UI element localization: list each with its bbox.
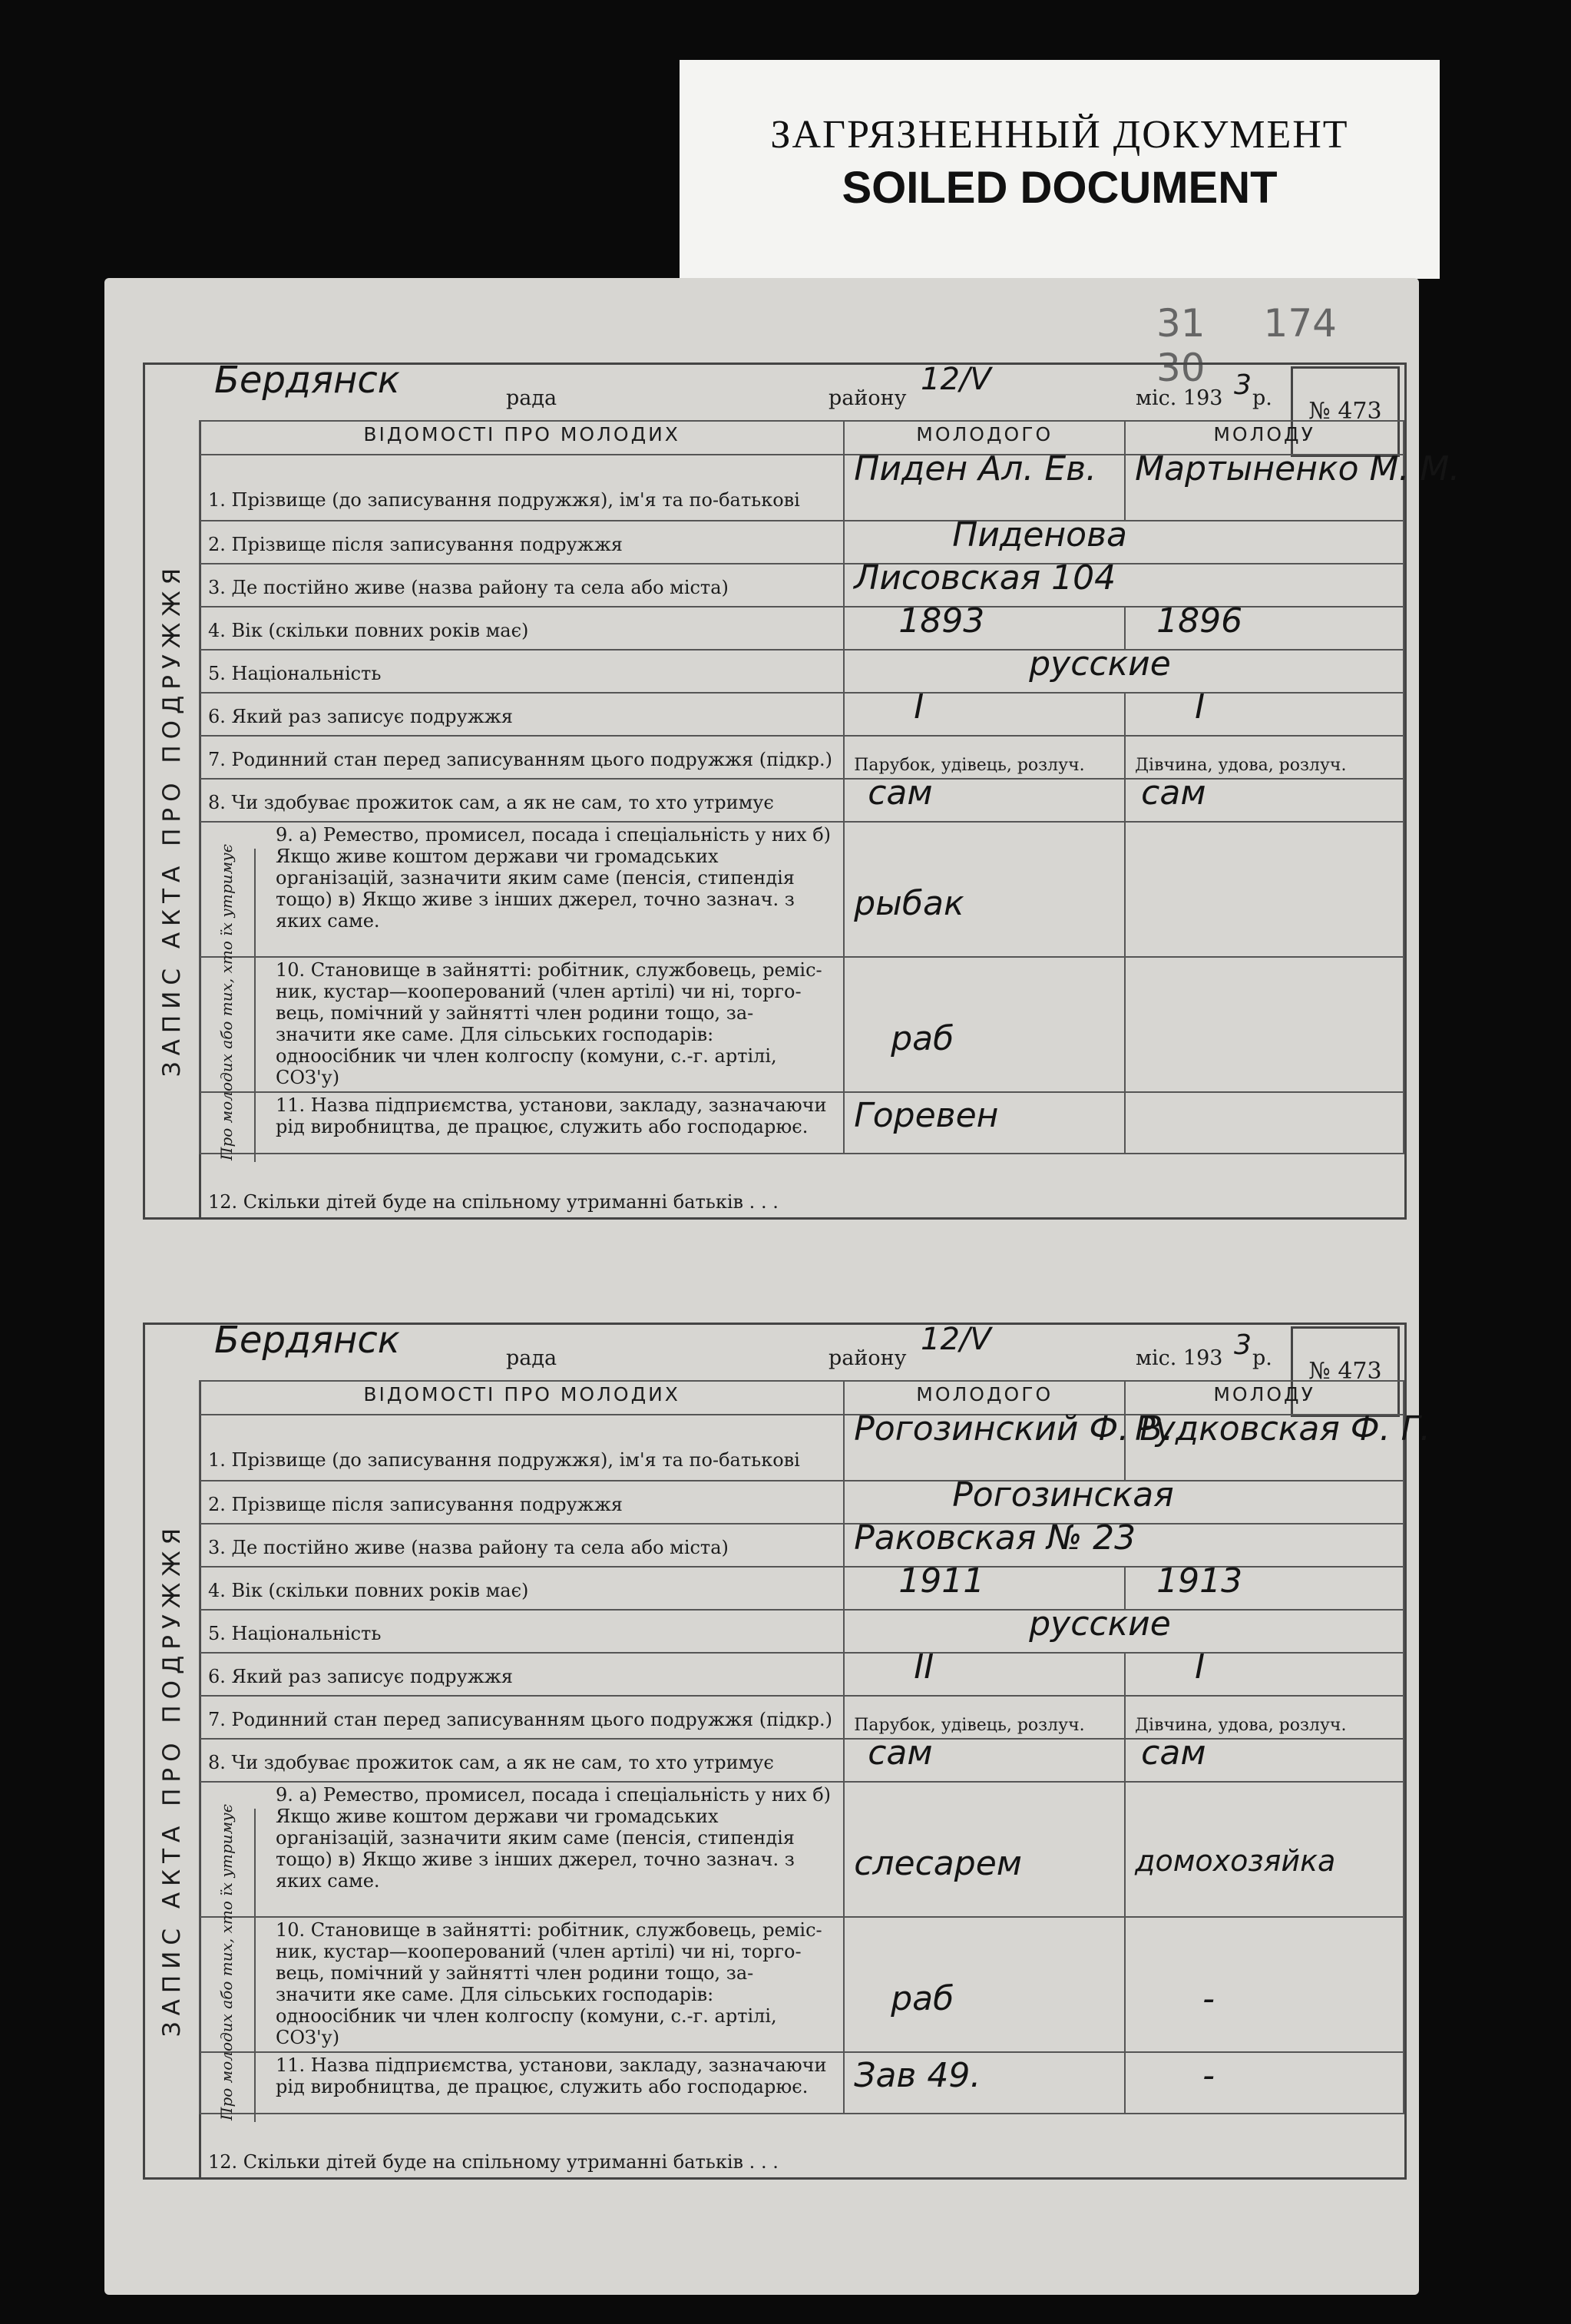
col-info-header: ВІДОМОСТІ ПРО МОЛОДИХ xyxy=(200,1381,844,1415)
sidebar-title: ЗАПИС АКТА ПРО ПОДРУЖЖЯ xyxy=(158,561,186,1078)
groom-status-options: Парубок, удівець, розлуч. xyxy=(854,1716,1085,1735)
record-number: № 473 xyxy=(1308,398,1382,425)
q11-label: 11. Назва підприємства, установи, закладу, зазначаючи рід виробництва, де працює, служить або господарює. xyxy=(200,2052,844,2114)
bride-q4-cell xyxy=(1125,1561,1404,1610)
q6-label: 6. Який раз записує подружжя xyxy=(200,693,844,736)
groom-q2: Пиденова xyxy=(952,515,1127,555)
groom-status-options: Парубок, удівець, розлуч. xyxy=(854,756,1085,775)
stamp-text-ru: ЗАГРЯЗНЕННЫЙ ДОКУМЕНТ xyxy=(770,113,1349,157)
groom-q8: сам xyxy=(868,773,933,813)
q2-label: 2. Прізвище після записування подружжя xyxy=(200,521,844,564)
q9-label: 9. а) Ремество, промисел, посада і спеціальність у них б) Якщо живе коштом держави чи громадських організацій, зазначити яким саме (пенсія, стипендія тощо) в) Якщо живе з інших джерел, точно зазнач. з яких саме. xyxy=(200,1782,844,1917)
q11-label: 11. Назва підприємства, установи, закладу, зазначаючи рід виробництва, де працює, служить або господарює. xyxy=(200,1092,844,1154)
col-groom-header: МОЛОДОГО xyxy=(844,421,1125,455)
bride-q8-cell xyxy=(1125,1733,1404,1782)
groom-q9: слесарем xyxy=(854,1844,1022,1883)
bride-q11: - xyxy=(1202,2056,1215,2095)
groom-q8-cell xyxy=(844,773,1125,822)
groom-q7-cell xyxy=(844,1696,1125,1739)
bride-status-options: Дівчина, удова, розлуч. xyxy=(1135,756,1347,775)
subsidebar-text: Про молодих або тих, хто їх утримує xyxy=(217,844,236,1160)
q2-cell xyxy=(844,515,1404,564)
q6-label: 6. Який раз записує подружжя xyxy=(200,1653,844,1696)
archive-mark: 174 xyxy=(1263,301,1337,346)
groom-q10: раб xyxy=(891,1019,954,1058)
groom-q9-cell xyxy=(844,1782,1125,1917)
groom-q4-cell xyxy=(844,1561,1125,1610)
bride-q10-cell xyxy=(1125,957,1404,1092)
handwritten-year: 3 xyxy=(1234,369,1252,401)
bride-q1-cell xyxy=(1125,1409,1431,1481)
bride-status-options: Дівчина, удова, розлуч. xyxy=(1135,1716,1347,1735)
month-year-label: міс. 193 xyxy=(1136,386,1223,410)
groom-q10: раб xyxy=(891,1979,954,2018)
q4-label: 4. Вік (скільки повних років має) xyxy=(200,607,844,650)
handwritten-raion: 12/V xyxy=(921,1322,991,1357)
record-header xyxy=(145,359,1404,425)
q4-label: 4. Вік (скільки повних років має) xyxy=(200,1567,844,1610)
groom-q6-cell xyxy=(844,1647,1125,1696)
q5-cell xyxy=(844,1604,1404,1653)
bride-q4: 1896 xyxy=(1156,601,1243,641)
handwritten-year: 3 xyxy=(1234,1329,1252,1361)
bride-q1-cell xyxy=(1125,449,1460,521)
groom-q11-cell xyxy=(844,1092,1125,1154)
sidebar-title: ЗАПИС АКТА ПРО ПОДРУЖЖЯ xyxy=(158,1521,186,2038)
subsidebar-text: Про молодих або тих, хто їх утримує xyxy=(217,1804,236,2120)
q3-cell xyxy=(844,1518,1404,1567)
q12-label: 12. Скільки дітей буде на спільному утриманні батьків . . . xyxy=(208,1191,779,1213)
bride-q6: I xyxy=(1195,1647,1206,1687)
col-groom-header: МОЛОДОГО xyxy=(844,1381,1125,1415)
groom-q3: Раковская № 23 xyxy=(854,1518,1136,1558)
rada-label: рада xyxy=(506,1346,557,1370)
bride-q7-cell xyxy=(1125,736,1404,779)
q10-label: 10. Становище в зайнятті: робітник, службовець, реміс- ник, кустар—кооперований (член артілі) чи ні, торго- вець, помічний у зайнятті член родини тощо, за- значити яке саме. Для сільських господарів: одноосібник чи член колгоспу (комуни, с.-г. артілі, СОЗ'у) xyxy=(200,957,844,1092)
bride-q6-cell xyxy=(1125,687,1404,736)
col-bride-header: МОЛОДУ xyxy=(1125,421,1404,455)
groom-q6-cell xyxy=(844,687,1125,736)
handwritten-rada: Бердянск xyxy=(214,1319,400,1362)
handwritten-raion: 12/V xyxy=(921,362,991,397)
q8-label: 8. Чи здобуває прожиток сам, а як не сам, то хто утримує xyxy=(200,1739,844,1782)
soiled-document-stamp xyxy=(680,60,1440,279)
sidebar xyxy=(145,420,201,1217)
handwritten-rada: Бердянск xyxy=(214,359,400,402)
record-header xyxy=(145,1319,1404,1385)
groom-q4: 1911 xyxy=(898,1561,985,1601)
bride-q10: - xyxy=(1202,1979,1215,2018)
marriage-record-2 xyxy=(143,1319,1431,2180)
q3-cell xyxy=(844,558,1404,607)
record-table xyxy=(199,1380,1431,2114)
bride-q4: 1913 xyxy=(1156,1561,1243,1601)
raion-label: району xyxy=(828,386,907,410)
bride-q7-cell xyxy=(1125,1696,1404,1739)
groom-q9: рыбак xyxy=(854,884,964,923)
q9-label: 9. а) Ремество, промисел, посада і спеціальність у них б) Якщо живе коштом держави чи громадських організацій, зазначити яким саме (пенсія, стипендія тощо) в) Якщо живе з інших джерел, точно зазнач. з яких саме. xyxy=(200,822,844,957)
groom-q3: Лисовская 104 xyxy=(854,558,1116,598)
archive-mark: 31 xyxy=(1156,301,1206,346)
groom-q4: 1893 xyxy=(898,601,985,641)
q12-label: 12. Скільки дітей буде на спільному утриманні батьків . . . xyxy=(208,2151,779,2173)
subsidebar xyxy=(199,844,256,1162)
bride-q9-cell xyxy=(1125,822,1404,957)
bride-q6-cell xyxy=(1125,1647,1404,1696)
bride-q8: сам xyxy=(1141,773,1206,813)
groom-q1-cell xyxy=(844,1409,1174,1481)
col-bride-header: МОЛОДУ xyxy=(1125,1381,1404,1415)
bride-q9: домохозяйка xyxy=(1135,1844,1336,1878)
q3-label: 3. Де постійно живе (назва району та села або міста) xyxy=(200,564,844,607)
groom-q2: Рогозинская xyxy=(952,1475,1174,1515)
q7-label: 7. Родинний стан перед записуванням цього подружжя (підкр.) xyxy=(200,736,844,779)
groom-q1: Рогозинский Ф. В. xyxy=(854,1409,1174,1448)
document-page xyxy=(104,278,1460,2295)
groom-q8-cell xyxy=(844,1733,1125,1782)
marriage-record-1 xyxy=(143,359,1460,1220)
q5-value: русские xyxy=(1029,644,1171,684)
q7-label: 7. Родинний стан перед записуванням цього подружжя (підкр.) xyxy=(200,1696,844,1739)
q5-value: русские xyxy=(1029,1604,1171,1644)
r-label: р. xyxy=(1252,1346,1272,1370)
groom-q10-cell xyxy=(844,1917,1125,2052)
bride-q8-cell xyxy=(1125,773,1404,822)
groom-q8: сам xyxy=(868,1733,933,1773)
q5-label: 5. Національність xyxy=(200,1610,844,1653)
record-table xyxy=(199,420,1460,1154)
q5-cell xyxy=(844,644,1404,693)
r-label: р. xyxy=(1252,386,1272,410)
q5-label: 5. Національність xyxy=(200,650,844,693)
groom-q11: Зав 49. xyxy=(854,2056,981,2095)
q1-label: 1. Прізвище (до записування подружжя), ім'я та по-батькові xyxy=(200,455,844,521)
rada-label: рада xyxy=(506,386,557,410)
bride-q11-cell xyxy=(1125,1092,1404,1154)
q2-label: 2. Прізвище після записування подружжя xyxy=(200,1481,844,1524)
groom-q6: I xyxy=(914,687,924,727)
month-year-label: міс. 193 xyxy=(1136,1346,1223,1370)
groom-q1-cell xyxy=(844,449,1125,521)
groom-q1: Пиден Ал. Ев. xyxy=(854,449,1097,488)
groom-q7-cell xyxy=(844,736,1125,779)
bride-q6: I xyxy=(1195,687,1206,727)
q1-label: 1. Прізвище (до записування подружжя), ім'я та по-батькові xyxy=(200,1415,844,1481)
sidebar xyxy=(145,1380,201,2177)
bride-q9-cell xyxy=(1125,1782,1404,1917)
bride-q4-cell xyxy=(1125,601,1404,650)
col-info-header: ВІДОМОСТІ ПРО МОЛОДИХ xyxy=(200,421,844,455)
archive-mark: 30 xyxy=(1156,346,1206,390)
bride-q8: сам xyxy=(1141,1733,1206,1773)
raion-label: району xyxy=(828,1346,907,1370)
groom-q4-cell xyxy=(844,601,1125,650)
groom-q11: Горевен xyxy=(854,1096,999,1135)
q3-label: 3. Де постійно живе (назва району та села або міста) xyxy=(200,1524,844,1567)
bride-q11-cell xyxy=(1125,2052,1404,2114)
groom-q10-cell xyxy=(844,957,1125,1092)
q10-label: 10. Становище в зайнятті: робітник, службовець, реміс- ник, кустар—кооперований (член артілі) чи ні, торго- вець, помічний у зайнятті член родини тощо, за- значити яке саме. Для сільських господарів: одноосібник чи член колгоспу (комуни, с.-г. артілі, СОЗ'у) xyxy=(200,1917,844,2052)
groom-q11-cell xyxy=(844,2052,1125,2114)
bride-q1: Рудковская Ф. Г. xyxy=(1135,1409,1431,1448)
q8-label: 8. Чи здобуває прожиток сам, а як не сам, то хто утримує xyxy=(200,779,844,822)
groom-q6: II xyxy=(914,1647,934,1687)
stamp-text-en: SOILED DOCUMENT xyxy=(842,163,1278,213)
q2-cell xyxy=(844,1475,1404,1524)
groom-q9-cell xyxy=(844,822,1125,957)
bride-q1: Мартыненко М. М. xyxy=(1135,449,1460,488)
subsidebar xyxy=(199,1804,256,2122)
bride-q10-cell xyxy=(1125,1917,1404,2052)
record-number: № 473 xyxy=(1308,1358,1382,1385)
